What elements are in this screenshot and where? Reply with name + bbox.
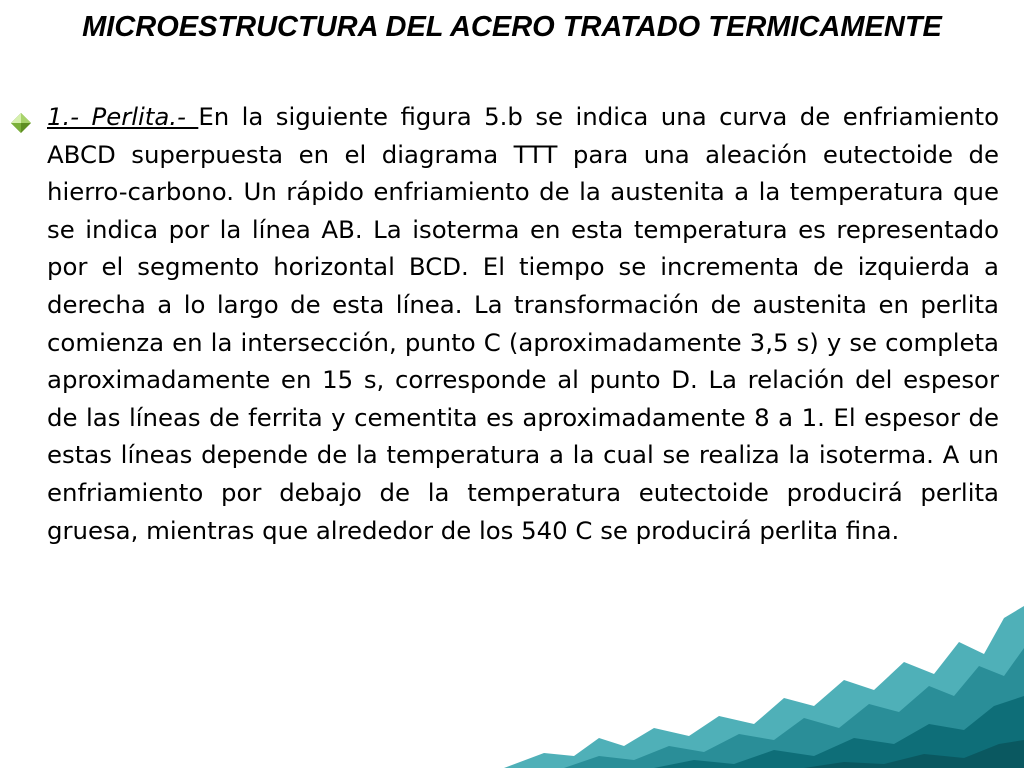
slide-title: MICROESTRUCTURA DEL ACERO TRATADO TERMICAMENTE xyxy=(82,11,942,43)
bullet-paragraph xyxy=(47,98,999,549)
mountain-decoration xyxy=(504,578,1024,768)
diamond-bullet-icon xyxy=(10,112,32,134)
bullet-lead: 1.- Perlita.- xyxy=(47,102,199,131)
bullet-text: En la siguiente figura 5.b se indica una curva de enfriamiento ABCD superpuesta en el diagrama TTT para una aleación eutectoide de hierro-carbono. Un rápido enfriamiento de la austenita a la temperatura que se indica por la línea AB. La isoterma en esta temperatura es representado por el segmento horizontal BCD. El tiempo se incrementa de izquierda a derecha a lo largo de esta línea. La transformación de austenita en perlita comienza en la intersección, punto C (aproximadamente 3,5 s) y se completa aproximadamente en 15 s, corresponde al punto D. La relación del espesor de las líneas de ferrita y cementita es aproximadamente 8 a 1. El espesor de estas líneas depende de la temperatura a la cual se realiza la isoterma. A un enfriamiento por debajo de la temperatura eutectoide producirá perlita gruesa, mientras que alrededor de los 540 C se producirá perlita fina. xyxy=(47,102,1000,545)
